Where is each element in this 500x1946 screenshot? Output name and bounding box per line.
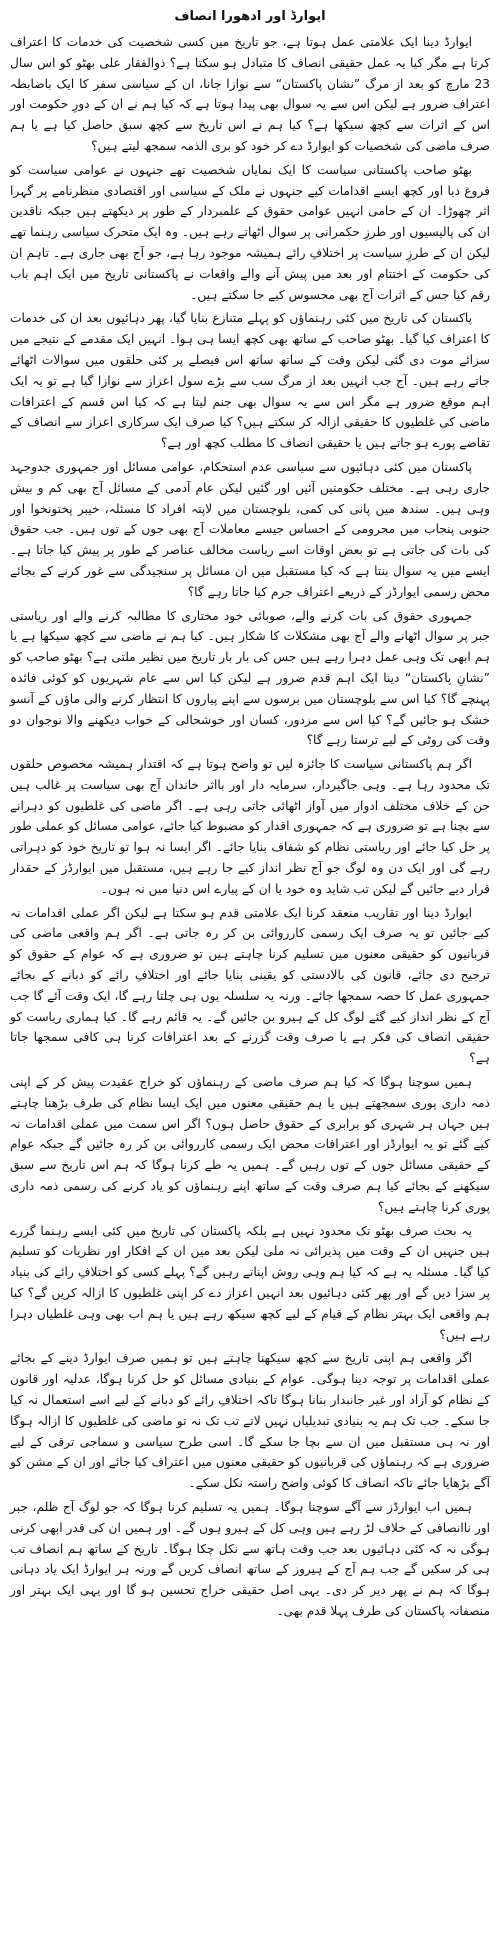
article-paragraph: اگر ہم پاکستانی سیاست کا جائزہ لیں تو واضح ہوتا ہے کہ اقتدار ہمیشہ مخصوص حلقوں تک محدود رہا ہے۔ وہی جاگیردار، سرمایہ دار اور بااثر خاندان آج بھی سیاست پر غالب ہیں جن کے خلاف مختلف ادوار میں آواز اٹھائی جاتی رہی ہے۔ اگر ماضی کی غلطیوں کو دہرانے سے بچنا ہے تو ضروری ہے کہ جمہوری اقدار کو مضبوط کیا جائے، عوامی مسائل کو عملی طور پر حل کیا جائے اور ریاستی نظام کو شفاف بنایا جائے۔ اگر ایسا نہ ہوا تو تاریخ خود کو دہراتی رہے گی اور ایک دن وہ لوگ جو آج نظر انداز کیے جا رہے ہیں، مستقبل میں ایوارڈز کے حقدار قرار دیے جائیں گے لیکن تب شاید وہ خود یا ان کے پیارے اس دنیا میں نہ ہوں۔ — [10, 757, 490, 896]
article-paragraph: ہمیں اب ایوارڈز سے آگے سوچنا ہوگا۔ ہمیں یہ تسلیم کرنا ہوگا کہ جو لوگ آج ظلم، جبر اور ناانصافی کے خلاف لڑ رہے ہیں وہی کل کے ہیرو ہوں گے۔ اور ہمیں ان کی قدر ابھی کرنی ہوگی نہ کہ کئی دہائیوں بعد جب وقت ہاتھ سے نکل چکا ہوگا۔ تاریخ کے ساتھ ہم انصاف تب ہی کر سکیں گے جب ہم آج کے ہیروز کے ساتھ انصاف کریں گے ورنہ ہر ایوارڈ ایک یاد دہانی ہوگا کہ ہم نے پھر دیر کر دی۔ یہی اصل حقیقی خراج تحسین ہو گا اور یہی ایک بہتر اور منصفانہ پاکستان کی طرف پہلا قدم بھی۔ — [10, 1499, 490, 1618]
article-paragraph: پاکستان کی تاریخ میں کئی رہنماؤں کو پہلے متنازع بنایا گیا، پھر دہائیوں بعد ان کی خدمات کا اعتراف کیا گیا۔ بھٹو صاحب کے ساتھ بھی کچھ ایسا ہی ہوا۔ انہیں ایک مقدمے کے نتیجے میں سزائے موت دی گئی لیکن وقت کے ساتھ ساتھ اس فیصلے پر کئی حلقوں میں سوالات اٹھائے جاتے رہے ہیں۔ آج جب انہیں بعد از مرگ سب سے بڑے سول اعزاز سے نوازا گیا ہے تو یہ ایک اہم موقع ضرور ہے مگر اس سے یہ سوال بھی جنم لیتا ہے کہ کیا اس قسم کے اعترافات ماضی کی غلطیوں کا حقیقی ازالہ کر سکتے ہیں؟ کیا صرف ایک سرکاری اعزاز سے انصاف کے تقاضے پورے ہو جاتے ہیں یا حقیقی انصاف کا مطلب کچھ اور ہے؟ — [10, 311, 490, 451]
article-paragraph: بھٹو صاحب پاکستانی سیاست کا ایک نمایاں شخصیت تھے جنہوں نے عوامی سیاست کو فروغ دیا اور کچھ ایسے اقدامات کیے جنہوں نے ملک کے سیاسی اور اقتصادی منظرنامے پر گہرا اثر چھوڑا۔ ان کے حامی انہیں عوامی حقوق کے علمبردار کے طور پر دیکھتے ہیں جبکہ ناقدین ان کی پالیسیوں اور طرزِ حکمرانی پر سوال اٹھاتے رہے ہیں۔ وہ ایک متحرک سیاسی رہنما تھے لیکن ان کے طرزِ سیاست پر اختلافِ رائے ہمیشہ موجود رہا ہے، جو آج بھی جاری ہے۔ تاہم ان کی حکومت کے اختتام اور بعد میں پیش آنے والے واقعات نے پاکستانی تاریخ میں ایک اہم باب رقم کیا جس کے اثرات آج بھی محسوس کیے جا سکتے ہیں۔ — [10, 162, 490, 302]
article-paragraph: جمہوری حقوق کی بات کرنے والے، صوبائی خود مختاری کا مطالبہ کرنے والے اور ریاستی جبر پر سوال اٹھانے والے آج بھی مشکلات کا شکار ہیں۔ کیا ہم نے ماضی سے کچھ سیکھا ہے یا ہم ابھی تک وہی عمل دہرا رہے ہیں جس کی بار بار تاریخ میں نظیر ملتی ہے؟ بھٹو صاحب کو ”نشانِ پاکستان“ دینا ایک اہم قدم ضرور ہے لیکن کیا اس سے عام شہریوں کو کوئی فائدہ پہنچے گا؟ کیا اس سے بلوچستان میں برسوں سے اپنے پیاروں کا انتظار کرنے والی ماؤں کے آنسو خشک ہو جائیں گے؟ کیا اس سے مزدور، کسان اور خوشحالی کے خواب دیکھنے والا نوجوان دو وقت کی روٹی کے لیے ترستا رہے گا؟ — [10, 608, 490, 748]
article-title: ایوارڈ اور ادھورا انصاف — [174, 9, 326, 24]
article-paragraph: یہ بحث صرف بھٹو تک محدود نہیں ہے بلکہ پاکستان کی تاریخ میں کئی ایسے رہنما گزرے ہیں جنہیں ان کے وقت میں پذیرائی نہ ملی لیکن بعد میں ان کے افکار اور نظریات کو تسلیم کیا گیا۔ مسئلہ یہ ہے کہ کیا ہم وہی روش اپناتے رہیں گے؟ پہلے کسی کو اختلافِ رائے کی بنیاد پر سزا دیں گے اور پھر کئی دہائیوں بعد انہیں اعزاز دے کر اپنی غلطیوں کا ازالہ کریں گے؟ کیا ہم واقعی ایک بہتر نظام کے قیام کے لیے کچھ سیکھ رہے ہیں یا ہم اب بھی وہی غلطیاں دہرا رہے ہیں؟ — [10, 1223, 490, 1342]
article-paragraph: پاکستان میں کئی دہائیوں سے سیاسی عدم استحکام، عوامی مسائل اور جمہوری جدوجہد جاری رہی ہے۔ مختلف حکومتیں آئیں اور گئیں لیکن عام آدمی کے مسائل آج بھی کم و بیش وہی ہیں۔ سندھ میں پانی کی کمی، بلوچستان میں لاپتہ افراد کا مسئلہ، خیبر پختونخوا اور جنوبی پنجاب میں محرومی کے احساس جیسے معاملات آج بھی جوں کے توں ہیں۔ جب حقوق کی بات کی جاتی ہے تو بعض اوقات اسے ریاست مخالف عناصر کے طور پر پیش کیا جاتا ہے۔ ایسے میں یہ سوال بنتا ہے کہ کیا مستقبل میں ان مسائل پر سنجیدگی سے غور کرنے کے بجائے محض رسمی ایوارڈز کے ذریعے اعتراف جرم کیا جاتا رہے گا؟ — [10, 459, 490, 599]
article-paragraph: ایوارڈ دینا ایک علامتی عمل ہوتا ہے، جو تاریخ میں کسی شخصیت کی خدمات کا اعتراف کرتا ہے مگر کیا یہ عمل حقیقی انصاف کا متبادل ہو سکتا ہے؟ ذوالفقار علی بھٹو کو اس سال 23 مارچ کو بعد از مرگ ”نشان پاکستان“ سے نوازا جانا، ان کے سیاسی سفر کا ایک باضابطہ اعتراف ضرور ہے لیکن اس سے یہ سوال بھی پیدا ہوتا ہے کہ کیا ہم نے ان کے دورِ حکومت اور اس کے اثرات سے کچھ سیکھا ہے؟ کیا ہم نے اس تاریخ سے کچھ سبق حاصل کیا ہے یا ہم صرف ماضی کی شخصیات کو ایوارڈ دے کر خود کو بری الذمہ سمجھ لیتے ہیں؟ — [10, 35, 490, 153]
article-paragraph: ہمیں سوچنا ہوگا کہ کیا ہم صرف ماضی کے رہنماؤں کو خراج عقیدت پیش کر کے اپنی ذمہ داری پوری سمجھتے ہیں یا ہم حقیقی معنوں میں ایک ایسا نظام کی طرف بڑھنا چاہتے ہیں جہاں ہر شہری کو برابری کے حقوق حاصل ہوں؟ اگر اس سمت میں عملی اقدامات نہ کیے گئے تو یہ ایوارڈز اور اعترافات محض ایک رسمی کارروائی بن کر رہ جائیں گے جبکہ عوام کے حقیقی مسائل جوں کے توں رہیں گے۔ ہمیں یہ طے کرنا ہوگا کہ ہم اس تاریخ سے سبق سیکھنے کے بجائے کیا ہم صرف وقت کے ساتھ اپنے رہنماؤں کو یاد کرنے کی رسمی ذمہ داری پوری کرنا چاہتے ہیں؟ — [10, 1075, 490, 1214]
article-paragraph: ایوارڈ دینا اور تقاریب منعقد کرنا ایک علامتی قدم ہو سکتا ہے لیکن اگر عملی اقدامات نہ کیے جائیں تو یہ صرف ایک رسمی کارروائی بن کر رہ جاتی ہے۔ اگر ہم واقعی ماضی کی قربانیوں کو حقیقی معنوں میں تسلیم کرنا چاہتے ہیں تو ضروری ہے کہ عوام کے حقوق کو ترجیح دی جائے، قانون کی بالادستی کو یقینی بنایا جائے اور اختلافِ رائے کو دبانے کے بجائے جمہوری عمل کا حصہ سمجھا جائے۔ ورنہ یہ سلسلہ یوں ہی چلتا رہے گا، ایک وقت آئے گا جب آج کے نظر انداز کیے گئے لوگ کل کے ہیرو بن جائیں گے۔ یہ قائم رہے گا۔ کیا ہماری ریاست کو حقیقی انصاف کی فکر ہے یا صرف وقت گزرنے کے بعد اعترافات کرنا ہی کافی سمجھا جاتا ہے؟ — [10, 905, 490, 1066]
article-paragraph: اگر واقعی ہم اپنی تاریخ سے کچھ سیکھنا چاہتے ہیں تو ہمیں صرف ایوارڈ دینے کے بجائے عملی اقدامات پر توجہ دینا ہوگی۔ عوام کے بنیادی مسائل کو حل کرنا ہوگا، عدلیہ اور قانون کے نظام کو آزاد اور غیر جانبدار بنانا ہوگا تاکہ اختلافِ رائے کو دبانے کے لیے اسے استعمال نہ کیا جا سکے۔ جب تک ہم یہ بنیادی تبدیلیاں نہیں لاتے تب تک نہ تو ماضی کی غلطیوں کا ازالہ ہوگا اور نہ ہی مستقبل میں ان سے بچا جا سکے گا۔ اسی طرح سیاسی و سماجی ترقی کے لیے ضروری ہے کہ رہنماؤں کی قربانیوں کو حقیقی معنوں میں اعتراف کیا جائے اور ان کے مشن کو آگے بڑھایا جائے تاکہ انصاف کا کوئی واضح راستہ نکل سکے۔ — [10, 1351, 490, 1491]
